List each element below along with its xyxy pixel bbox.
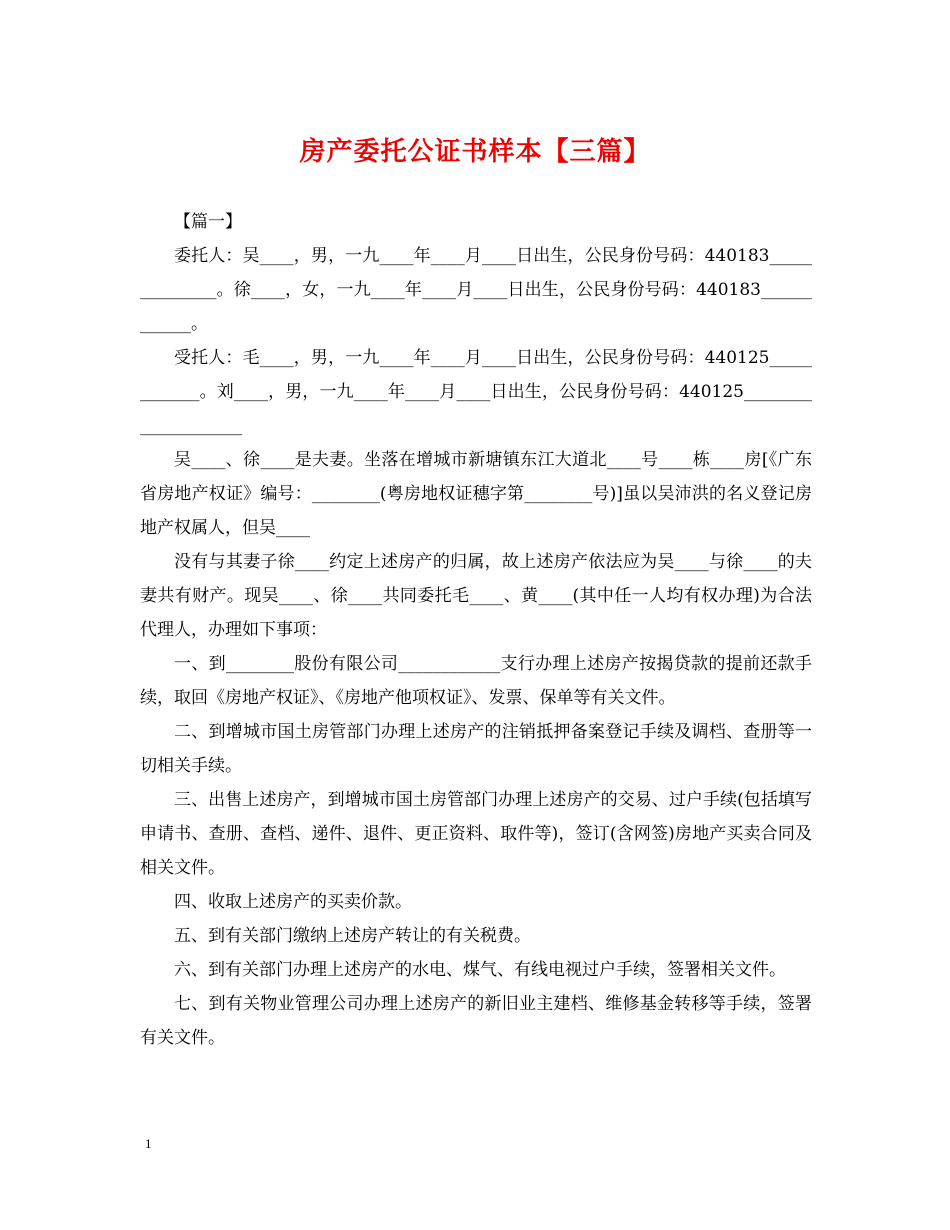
paragraph-item-1: 一、到________股份有限公司____________支行办理上述房产按揭贷款的提前还款手续，取回《房地产权证》、《房地产他项权证》、发票、保单等有关文件。 [140,654,812,708]
paragraph-principal: 委托人：吴____，男，一九____年____月____日出生，公民身份号码：440183______________。徐____，女，一九____年____月____日出生，公民身份号码：440183____________。 [140,246,812,334]
paragraph-property: 吴____、徐____是夫妻。坐落在增城市新塘镇东江大道北____号____栋____房[《广东省房地产权证》编号：________(粤房地权证穗字第________号)]虽以吴沛洪的名义登记房地产权属人，但吴____ [140,450,812,538]
paragraph-item-3: 三、出售上述房产，到增城市国土房管部门办理上述房产的交易、过户手续(包括填写申请书、查册、查档、递件、退件、更正资料、取件等)，签订(含网签)房地产买卖合同及相关文件。 [140,790,812,878]
paragraph-item-4: 四、收取上述房产的买卖价款。 [174,892,412,912]
paragraph-item-2: 二、到增城市国土房管部门办理上述房产的注销抵押备案登记手续及调档、查册等一切相关手续。 [140,722,812,776]
paragraph-item-5: 五、到有关部门缴纳上述房产转让的有关税费。 [174,926,531,946]
paragraph-ownership: 没有与其妻子徐____约定上述房产的归属，故上述房产依法应为吴____与徐____的夫妻共有财产。现吴____、徐____共同委托毛____、黄____(其中任一人均有权办理)为合法代理人，办理如下事项： [140,552,812,640]
document-title: 房产委托公证书样本【三篇】 [299,137,651,167]
page-number: 1 [145,1136,152,1151]
document-body [140,205,812,1055]
paragraph-agent: 受托人：毛____，男，一九____年____月____日出生，公民身份号码：440125____________。刘____，男，一九____年____月____日出生，公民身份号码：440125____________________ [140,348,812,436]
paragraph-item-6: 六、到有关部门办理上述房产的水电、煤气、有线电视过户手续，签署相关文件。 [174,960,786,980]
paragraph-item-7: 七、到有关物业管理公司办理上述房产的新旧业主建档、维修基金转移等手续，签署有关文件。 [140,994,812,1048]
section-label: 【篇一】 [174,212,242,232]
